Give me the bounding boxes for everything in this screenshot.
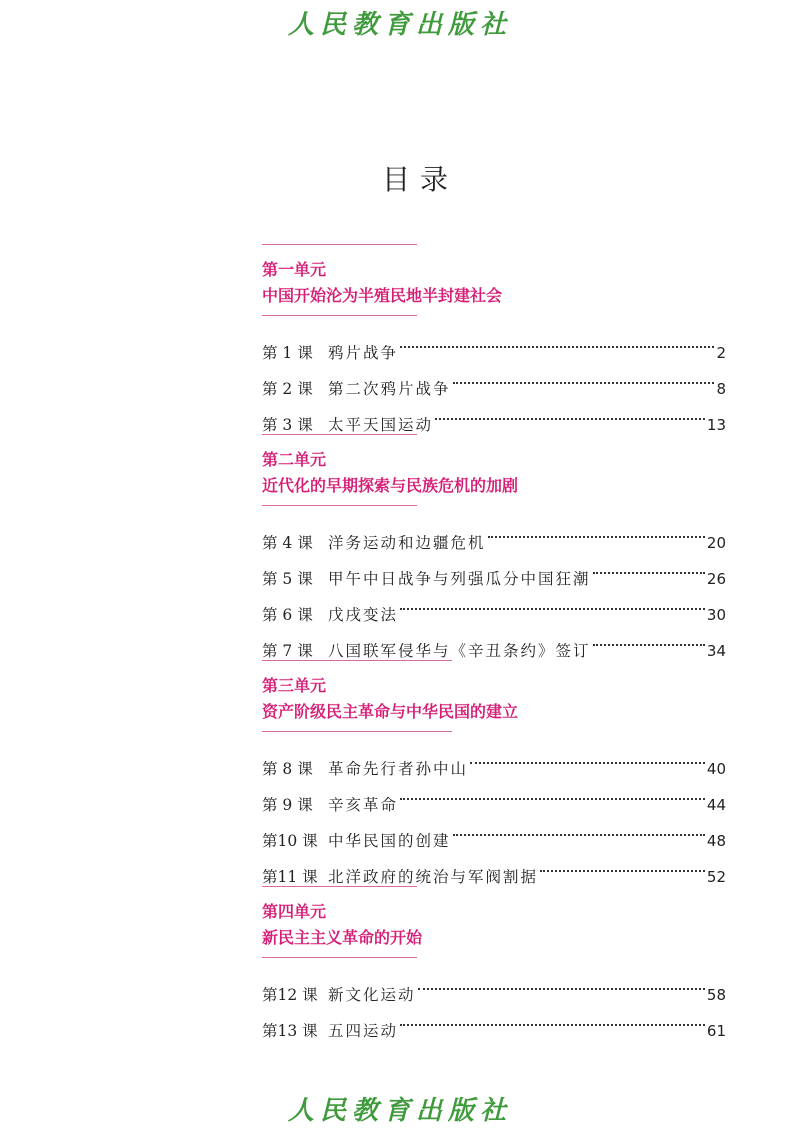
lesson-name: 洋务运动和边疆危机 <box>328 534 486 552</box>
lesson-page: 61 <box>706 1022 726 1040</box>
lesson-name: 辛亥革命 <box>328 796 399 814</box>
lesson-page: 58 <box>706 986 726 1004</box>
lesson-page: 48 <box>706 832 726 850</box>
lesson-name: 北洋政府的统治与军阀割据 <box>328 868 539 886</box>
dot-leader <box>488 512 705 548</box>
dot-leader <box>453 358 715 394</box>
lesson-page: 13 <box>706 416 726 434</box>
lesson-number: 第 9 课 <box>262 796 313 814</box>
unit-3 <box>262 660 726 886</box>
lesson-page: 40 <box>706 760 726 778</box>
lesson-number: 第 4 课 <box>262 534 313 552</box>
unit-2 <box>262 434 726 660</box>
lesson-entry[interactable] <box>262 964 726 1004</box>
lesson-page: 8 <box>716 380 726 398</box>
unit-label: 第四单元 <box>262 902 327 921</box>
lesson-entry[interactable] <box>262 738 726 778</box>
lesson-name: 革命先行者孙中山 <box>328 760 469 778</box>
lesson-number: 第 6 课 <box>262 606 313 624</box>
lesson-name: 中华民国的创建 <box>328 832 451 850</box>
unit-label: 第一单元 <box>262 260 327 279</box>
publisher-logo-bottom: 人民教育出版社 <box>287 1096 512 1126</box>
dot-leader <box>470 738 705 774</box>
lesson-name: 太平天国运动 <box>328 416 434 434</box>
unit-1 <box>262 244 726 434</box>
lesson-entry[interactable] <box>262 512 726 552</box>
lesson-name: 五四运动 <box>328 1022 399 1040</box>
lesson-page: 26 <box>706 570 726 588</box>
lesson-name: 八国联军侵华与《辛丑条约》签订 <box>328 642 591 660</box>
unit-title: 资产阶级民主革命与中华民国的建立 <box>262 702 519 721</box>
lesson-number: 第11 课 <box>262 868 318 886</box>
dot-leader <box>418 964 705 1000</box>
lesson-page: 2 <box>716 344 726 362</box>
lesson-name: 新文化运动 <box>328 986 416 1004</box>
lesson-number: 第 8 课 <box>262 760 313 778</box>
lesson-number: 第10 课 <box>262 832 318 850</box>
dot-leader <box>593 620 705 656</box>
lesson-name: 鸦片战争 <box>328 344 399 362</box>
lesson-number: 第 1 课 <box>262 344 313 362</box>
lesson-number: 第 5 课 <box>262 570 313 588</box>
unit-label: 第三单元 <box>262 676 327 695</box>
lesson-name: 第二次鸦片战争 <box>328 380 451 398</box>
lesson-name: 戊戌变法 <box>328 606 399 624</box>
unit-label: 第二单元 <box>262 450 327 469</box>
dot-leader <box>540 846 705 882</box>
publisher-logo-top: 人民教育出版社 <box>287 10 512 40</box>
lesson-number: 第12 课 <box>262 986 318 1004</box>
lesson-page: 34 <box>706 642 726 660</box>
dot-leader <box>593 548 705 584</box>
lesson-name: 甲午中日战争与列强瓜分中国狂潮 <box>328 570 591 588</box>
dot-leader <box>400 322 714 358</box>
lesson-page: 20 <box>706 534 726 552</box>
unit-4 <box>262 886 726 1040</box>
lesson-page: 30 <box>706 606 726 624</box>
dot-leader <box>400 774 705 810</box>
dot-leader <box>400 584 705 620</box>
dot-leader <box>435 394 705 430</box>
lesson-number: 第 2 课 <box>262 380 313 398</box>
lesson-number: 第 7 课 <box>262 642 313 660</box>
lesson-number: 第 3 课 <box>262 416 313 434</box>
table-of-contents <box>262 244 726 1040</box>
unit-title: 中国开始沦为半殖民地半封建社会 <box>262 286 503 305</box>
dot-leader <box>453 810 705 846</box>
lesson-number: 第13 课 <box>262 1022 318 1040</box>
unit-title: 新民主主义革命的开始 <box>262 928 423 947</box>
unit-title: 近代化的早期探索与民族危机的加剧 <box>262 476 519 495</box>
dot-leader <box>400 1000 705 1036</box>
lesson-page: 52 <box>706 868 726 886</box>
lesson-page: 44 <box>706 796 726 814</box>
lesson-entry[interactable] <box>262 322 726 362</box>
page-title: 目录 <box>381 163 458 196</box>
